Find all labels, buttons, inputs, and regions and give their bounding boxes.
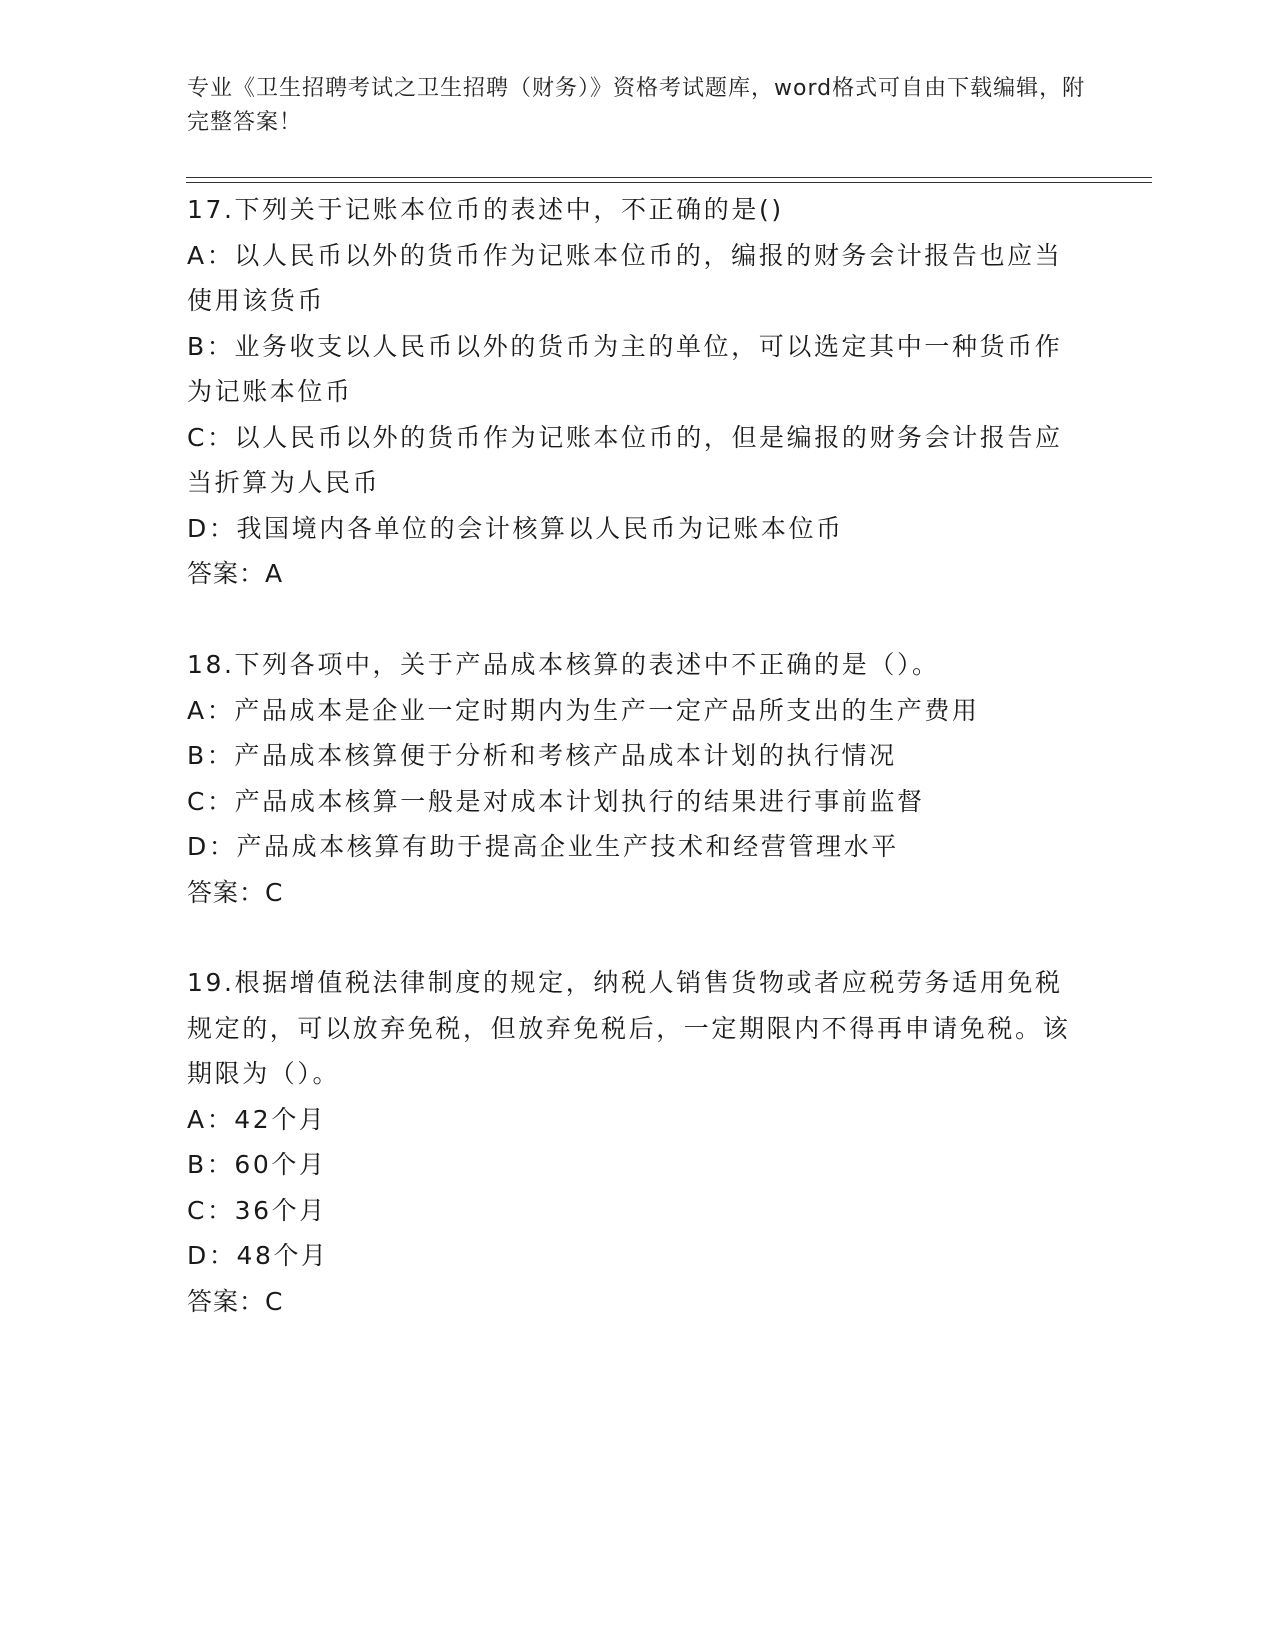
option-a: A：以人民币以外的货币作为记账本位币的，编报的财务会计报告也应当使用该货币 [187, 240, 1063, 315]
answer: 答案：A [187, 559, 284, 588]
option-d: D：48个月 [187, 1241, 329, 1270]
option-b: B：产品成本核算便于分析和考核产品成本计划的执行情况 [187, 741, 897, 770]
option-b: B：60个月 [187, 1150, 327, 1179]
question-19 [187, 960, 1087, 1324]
option-c: C：36个月 [187, 1195, 327, 1225]
option-b: B：业务收支以人民币以外的货币为主的单位，可以选定其中一种货币作为记账本位币 [187, 331, 1063, 406]
option-c: C：以人民币以外的货币作为记账本位币的，但是编报的财务会计报告应当折算为人民币 [187, 422, 1063, 497]
question-17 [187, 187, 1087, 597]
option-a: A：产品成本是企业一定时期内为生产一定产品所支出的生产费用 [187, 695, 980, 725]
document-header: 专业《卫生招聘考试之卫生招聘（财务）》资格考试题库，word格式可自由下载编辑，附完整答案！ [187, 76, 1086, 135]
option-c: C：产品成本核算一般是对成本计划执行的结果进行事前监督 [187, 786, 925, 816]
option-d: D：产品成本核算有助于提高企业生产技术和经营管理水平 [187, 832, 899, 861]
option-d: D：我国境内各单位的会计核算以人民币为记账本位币 [187, 513, 844, 543]
question-stem: 17.下列关于记账本位币的表述中，不正确的是() [187, 195, 784, 224]
header-divider-bottom [186, 182, 1152, 183]
question-18 [187, 642, 1087, 915]
question-stem: 18.下列各项中，关于产品成本核算的表述中不正确的是（）。 [187, 650, 940, 679]
answer: 答案：C [187, 1286, 284, 1316]
question-stem: 19.根据增值税法律制度的规定，纳税人销售货物或者应税劳务适用免税规定的，可以放弃免税，但放弃免税后，一定期限内不得再申请免税。该期限为（）。 [187, 968, 1071, 1088]
answer: 答案：C [187, 877, 284, 907]
header-divider-top [186, 177, 1152, 178]
option-a: A：42个月 [187, 1104, 327, 1134]
